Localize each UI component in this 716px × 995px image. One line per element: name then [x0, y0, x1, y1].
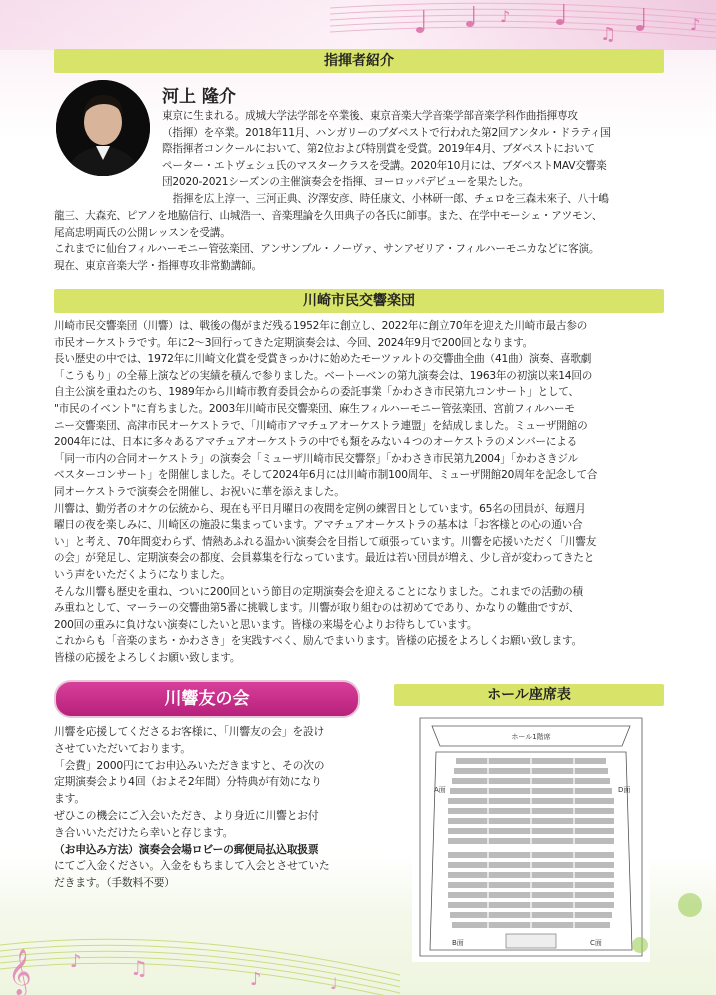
music-staff-decoration-top: [0, 0, 716, 50]
orchestra-line: ニー交響楽団、高津市民オーケストラで、「川崎市アマチュアオーケストラ連盟」を結成しました。ミューザ開館の: [54, 419, 588, 432]
friends-club-header: 川響友の会: [54, 680, 360, 718]
orchestra-section-header: 川崎市民交響楽団: [54, 289, 664, 313]
orchestra-line: "市民のイベント"に育ちました。2003年川崎市民交響楽団、麻生フィルハーモニー管弦楽団、宮前フィルハーモ: [54, 402, 575, 415]
orchestra-line: 市民オーケストラです。年に2～3回行ってきた定期演奏会は、今回、2024年9月で200回となります。: [54, 336, 534, 349]
bio-line: 現在、東京音楽大学・指揮専攻非常勤講師。: [54, 259, 262, 272]
friends-line: だきます。（手数料不要）: [54, 876, 175, 890]
friends-line: させていただいております。: [54, 741, 191, 755]
friends-line: ぜひこの機会にご入会いただき、より身近に川響とお付: [54, 808, 319, 822]
conductor-photo: [56, 80, 150, 176]
bio-line: 団2020-2021シーズンの主催演奏会を指揮、ヨーロッパデビューを果たした。: [162, 176, 530, 189]
bio-line: （指揮）を卒業。2018年11月、ハンガリーのブダペストで行われた第2回アンタル・ドラティ国: [162, 126, 611, 139]
bio-line: 際指揮者コンクールにおいて、第2位および特別賞を受賞。2019年4月、ブダペストにおいて: [162, 143, 595, 156]
orchestra-line: 200回の重みに負けない演奏にしたいと思います。皆様の来場を心よりお待ちしています。: [54, 618, 478, 631]
hall-seating-header: ホール座席表: [394, 684, 664, 706]
orchestra-line: いう声をいただくようになりました。: [54, 568, 231, 581]
orchestra-line: 同オーケストラで演奏会を開催し、お祝いに華を添えました。: [54, 485, 345, 498]
svg-text:♩: ♩: [330, 974, 338, 993]
conductor-bio: [162, 108, 662, 208]
conductor-section-header: 指揮者紹介: [54, 49, 664, 73]
bio-line: 東京に生まれる。成城大学法学部を卒業後、東京音楽大学音楽学部音楽学科作曲指揮専攻: [162, 110, 578, 122]
svg-text:♫: ♫: [600, 24, 617, 45]
orchestra-description: [54, 318, 668, 666]
bio-line: ペーター・エトヴェシュ氏のマスタークラスを受講。2020年10月には、ブダペストMAV交響楽: [162, 159, 607, 172]
svg-text:♪: ♪: [500, 7, 511, 26]
svg-text:♫: ♫: [130, 956, 148, 980]
orchestra-line: 自主公演を重ねたのち、1989年から川崎市教育委員会からの委託事業「かわさき市民第九コンサート」として、: [54, 386, 579, 399]
friends-line: 「会費」2000円にてお申込みいただきますと、その次の: [54, 758, 325, 772]
orchestra-line: ベスターコンサート」を開催しました。そして2024年6月には川崎市制100周年、ミューザ開館20周年を記念して合: [54, 469, 598, 482]
orchestra-line: 川崎市民交響楽団（川響）は、戦後の傷がまだ残る1952年に創立し、2022年に創立70年を迎えた川崎市最古参の: [54, 320, 588, 332]
svg-text:♪: ♪: [70, 951, 82, 972]
orchestra-line: み重ねとして、マーラーの交響曲第5番に挑戦します。川響が取り組むのは初めてであり、かなりの難曲ですが、: [54, 602, 580, 615]
svg-text:♪: ♪: [690, 15, 701, 34]
block-a-label: A面: [434, 786, 446, 794]
orchestra-line: これからも「音楽のまち・かわさき」を実践すべく、励んでまいります。皆様の応援をよろしくお願い致します。: [54, 635, 582, 648]
orchestra-line: 「こうもり」の全幕上演などの実績を積んで参りました。ベートーベンの第九演奏会は、1963年の初演以来14回の: [54, 369, 593, 382]
block-b-label: B面: [452, 939, 464, 947]
orchestra-line: 長い歴史の中では、1972年に川崎文化賞を受賞きっかけに始めたモーツァルトの交響曲全曲（41曲）演奏、喜歌劇: [54, 353, 592, 366]
conductor-name: 河上 隆介: [162, 87, 236, 107]
orchestra-line: 皆様の応援をよろしくお願い致します。: [54, 651, 241, 664]
friends-line: 川響を応援してくださるお客様に、「川響友の会」を設け: [54, 725, 325, 738]
music-staff-decoration-bottom: [0, 885, 716, 995]
svg-text:𝄞: 𝄞: [8, 949, 32, 995]
friends-line: ます。: [54, 792, 85, 806]
friends-line: にてご入金ください。入金をもちまして入会とさせていた: [54, 859, 330, 873]
block-d-label: D面: [618, 786, 631, 794]
friends-line: 定期演奏会より4回（およそ2年間）分特典が有効になり: [54, 775, 322, 789]
orchestra-line: い」と考え、70年間変わらず、情熱あふれる温かい演奏会を目指して頑張っています。川響を応援いただく「川響友: [54, 535, 597, 548]
friends-club-description: [54, 724, 374, 892]
orchestra-line: 「同一市内の合同オーケストラ」の演奏会「ミューザ川崎市民交響祭」「かわさき市民第九2004」「かわさきジル: [54, 452, 578, 465]
svg-text:♪: ♪: [250, 969, 262, 990]
orchestra-line: そんな川響も歴史を重ね、ついに200回という節目の定期演奏会を迎えることになりました。これまでの活動の積: [54, 585, 583, 598]
orchestra-line: 2004年には、日本に多々あるアマチュアオーケストラの中でも類をみない４つのオーケストラのメンバーによる: [54, 436, 578, 449]
block-c-label: C面: [590, 939, 602, 947]
friends-line: き合いいただけたら幸いと存じます。: [54, 825, 234, 839]
conductor-bio-cont: [54, 208, 666, 274]
bio-line: 指揮を広上淳一、三河正典、汐澤安彦、時任康文、小林研一郎、チェロを三森未來子、八十嶋: [172, 192, 609, 205]
stage-label: ホール1階席: [511, 733, 551, 741]
orchestra-line: 曜日の夜を楽しみに、川崎区の施設に集まっています。アマチュアオーケストラの基本は「お客様との心の通い合: [54, 519, 583, 532]
bio-line: これまでに仙台フィルハーモニー管弦楽団、アンサンブル・ノーヴァ、サンアゼリア・フィルハーモニカなどに客演。: [54, 243, 600, 256]
bio-line: 龍三、大森充、ピアノを地脇信行、山城浩一、音楽理論を久田典子の各氏に師事。また、在学中モーシェ・アツモン、: [54, 210, 603, 222]
orchestra-line: の会」が発足し、定期演奏会の都度、会員募集を行なっています。最近は若い団員が増え、少し音が変わってきたと: [54, 552, 595, 565]
friends-line: （お申込み方法）演奏会会場ロビーの郵便局払込取扱票: [54, 842, 319, 856]
bio-line: 尾高忠明両氏の公開レッスンを受講。: [54, 226, 231, 239]
orchestra-line: 川響は、勤労者のオケの伝統から、現在も平日月曜日の夜間を定例の練習日としています。65名の団員が、毎週月: [54, 502, 586, 515]
